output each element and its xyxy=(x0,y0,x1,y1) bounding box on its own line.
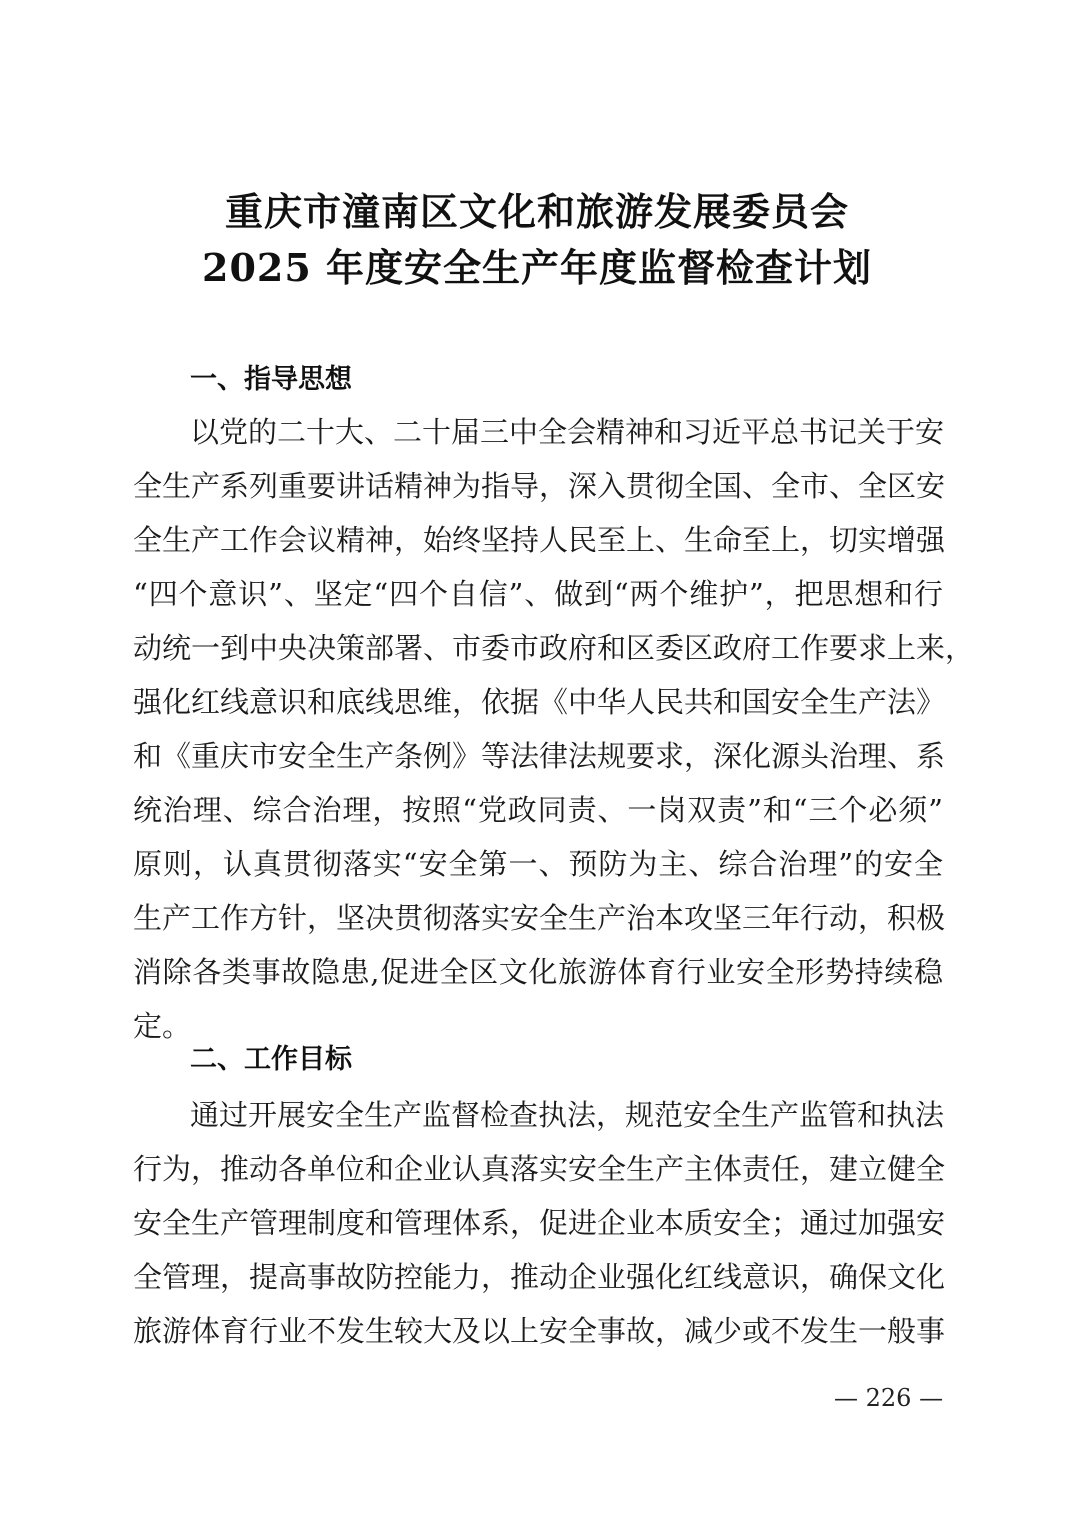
paragraph-line: 全生产系列重要讲话精神为指导，深入贯彻全国、全市、全区安 xyxy=(133,469,946,503)
paragraph-line: 原则，认真贯彻落实“安全第一、预防为主、综合治理”的安全 xyxy=(133,847,943,881)
paragraph-line: 动统一到中央决策部署、市委市政府和区委区政府工作要求上来， xyxy=(133,631,975,665)
paragraph-line: 行为，推动各单位和企业认真落实安全生产主体责任，建立健全 xyxy=(133,1152,946,1186)
paragraph-line: 消除各类事故隐患,促进全区文化旅游体育行业安全形势持续稳 xyxy=(133,955,943,989)
paragraph-line: 全管理，提高事故防控能力，推动企业强化红线意识，确保文化 xyxy=(133,1260,946,1294)
section-heading-guiding-ideology: 一、指导思想 xyxy=(190,364,352,395)
paragraph-line: 强化红线意识和底线思维，依据《中华人民共和国安全生产法》 xyxy=(133,685,946,719)
paragraph-line: 安全生产管理制度和管理体系，促进企业本质安全；通过加强安 xyxy=(133,1206,946,1240)
document-title-line-2: 2025 年度安全生产年度监督检查计划 xyxy=(202,245,872,290)
paragraph-line: 定。 xyxy=(133,1009,192,1043)
paragraph-line: 和《重庆市安全生产条例》等法律法规要求，深化源头治理、系 xyxy=(133,739,946,773)
paragraph-line: 生产工作方针，坚决贯彻落实安全生产治本攻坚三年行动，积极 xyxy=(133,901,946,935)
paragraph-line: 全生产工作会议精神，始终坚持人民至上、生命至上，切实增强 xyxy=(133,523,946,557)
document-title-line-1: 重庆市潼南区文化和旅游发展委员会 xyxy=(224,189,849,234)
paragraph-line: 以党的二十大、二十届三中全会精神和习近平总书记关于安 xyxy=(190,415,945,449)
paragraph-line: “四个意识”、坚定“四个自信”、做到“两个维护”，把思想和行 xyxy=(133,577,943,611)
paragraph-line: 统治理、综合治理，按照“党政同责、一岗双责”和“三个必须” xyxy=(133,793,943,827)
page-number: — 226 — xyxy=(834,1384,944,1412)
section-heading-work-goals: 二、工作目标 xyxy=(190,1044,352,1075)
paragraph-line: 通过开展安全生产监督检查执法，规范安全生产监管和执法 xyxy=(190,1098,945,1132)
paragraph-line: 旅游体育行业不发生较大及以上安全事故，减少或不发生一般事 xyxy=(133,1314,946,1348)
